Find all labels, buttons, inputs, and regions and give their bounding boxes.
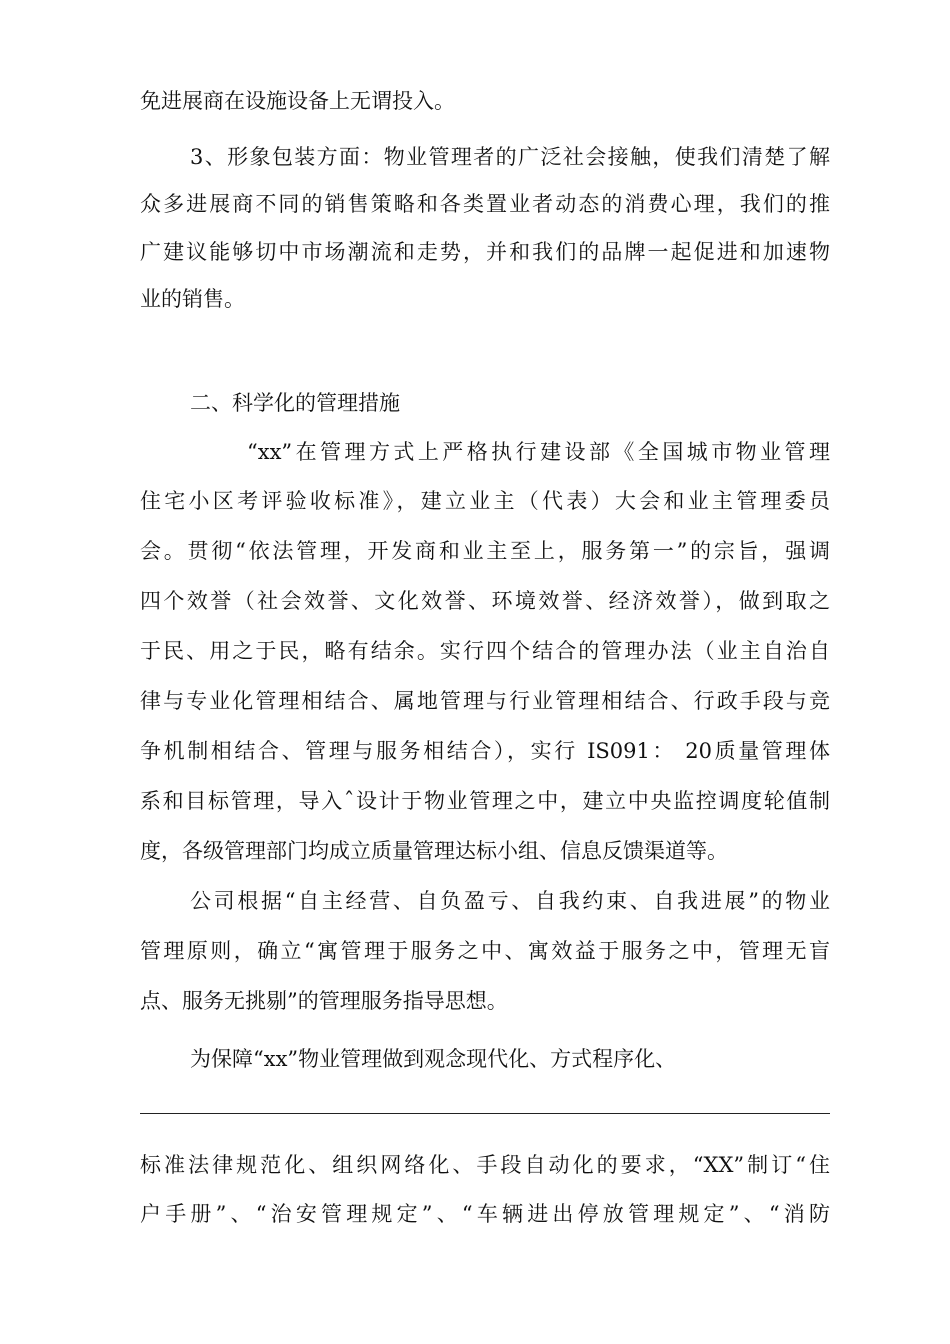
page-divider [140, 1113, 830, 1114]
text-line: 标准法律规范化、组织网络化、手段自动化的要求，“XX”制订“住 [140, 1153, 830, 1177]
text-line: 广建议能够切中市场潮流和走势，并和我们的品牌一起促进和加速物 [140, 240, 830, 264]
text-line: 业的销售。 [140, 287, 245, 311]
text-line: 系和目标管理，导入ˆ设计于物业管理之中，建立中央监控调度轮值制 [140, 789, 830, 813]
text-line: 户手册”、“治安管理规定”、“车辆进出停放管理规定”、“消防 [140, 1202, 830, 1226]
text-line: 争机制相结合、管理与服务相结合），实行 IS091： 20质量管理体 [140, 739, 830, 763]
text-line: 四个效誉（社会效誉、文化效誉、环境效誉、经济效誉），做到取之 [140, 589, 830, 613]
text-line: 会。贯彻“依法管理，开发商和业主至上，服务第一”的宗旨，强调 [140, 539, 830, 563]
text-line: 3、形象包装方面：物业管理者的广泛社会接触，使我们清楚了解 [190, 145, 830, 169]
text-line: 众多进展商不同的销售策略和各类置业者动态的消费心理，我们的推 [140, 192, 830, 216]
text-line: 为保障“xx”物业管理做到观念现代化、方式程序化、 [190, 1047, 677, 1071]
section-heading: 二、科学化的管理措施 [190, 391, 400, 415]
text-line: 管理原则，确立“寓管理于服务之中、寓效益于服务之中，管理无盲 [140, 939, 830, 963]
text-line: 公司根据“自主经营、自负盈亏、自我约束、自我进展”的物业 [190, 889, 830, 913]
text-line: 律与专业化管理相结合、属地管理与行业管理相结合、行政手段与竞 [140, 689, 830, 713]
text-line: 点、服务无挑剔”的管理服务指导思想。 [140, 989, 508, 1013]
text-line: 度，各级管理部门均成立质量管理达标小组、信息反馈渠道等。 [140, 839, 728, 863]
text-line: “xx”在管理方式上严格执行建设部《全国城市物业管理 [247, 440, 830, 464]
text-line: 住宅小区考评验收标准》，建立业主（代表）大会和业主管理委员 [140, 489, 830, 513]
text-line: 于民、用之于民，略有结余。实行四个结合的管理办法（业主自治自 [140, 639, 830, 663]
text-line: 免进展商在设施设备上无谓投入。 [140, 89, 455, 113]
